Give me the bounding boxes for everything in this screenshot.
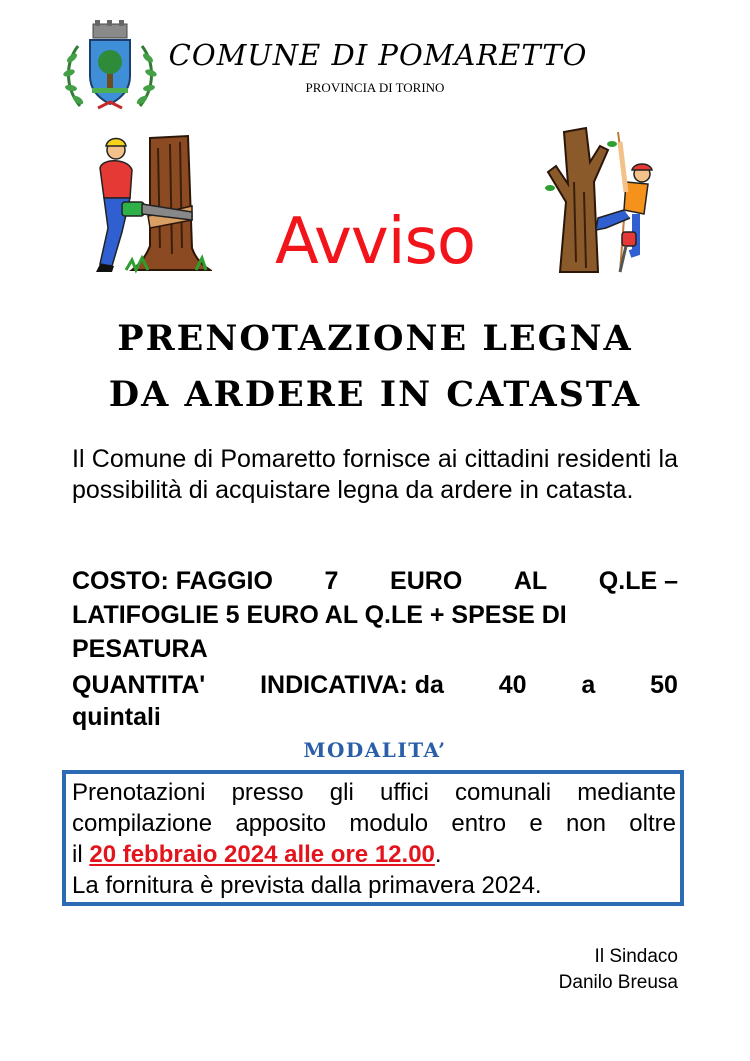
costo-word: Q.LE –	[598, 567, 678, 595]
modalita-line-1	[72, 777, 676, 808]
costo-line-3: PESATURA	[72, 635, 208, 663]
quantita-word: INDICATIVA: da	[260, 671, 444, 699]
quantita-word: a	[581, 671, 596, 699]
modalita-line-3-prefix: il	[72, 841, 90, 868]
lumberjack-chainsaw-icon	[92, 128, 212, 276]
signature-block	[450, 944, 678, 996]
modalita-line-1-text: Prenotazioni presso gli uffici comunali mediante	[72, 779, 676, 806]
municipal-crest-icon	[60, 18, 160, 118]
costo-line-1	[72, 566, 678, 597]
quantita-line-1	[72, 670, 678, 701]
intro-paragraph: Il Comune di Pomaretto fornisce ai cittadini residenti la possibilità di acquistare legna da ardere in catasta.	[72, 445, 678, 504]
provincia-name: PROVINCIA DI TORINO	[305, 80, 445, 95]
notice-title-line-2: DA ARDERE IN CATASTA	[108, 374, 642, 415]
quantita-line-2: quintali	[72, 703, 161, 731]
modalita-line-3-suffix: .	[434, 841, 442, 868]
modalita-heading: MODALITA’	[303, 738, 447, 762]
avviso-banner: Avviso	[274, 205, 476, 279]
costo-word: AL	[513, 567, 548, 595]
signature-role: Il Sindaco	[594, 946, 678, 967]
deadline-date: 20 febbraio 2024 alle ore 12.00	[89, 841, 435, 868]
modalita-line-3	[72, 839, 676, 870]
modalita-line-4: La fornitura è prevista dalla primavera 2024.	[72, 872, 542, 899]
quantita-word: 40	[498, 671, 527, 699]
costo-word: 7	[324, 567, 339, 595]
notice-title-line-1: PRENOTAZIONE LEGNA	[117, 318, 633, 359]
quantita-word: QUANTITA'	[72, 671, 206, 699]
tree-climber-icon	[540, 122, 658, 278]
costo-line-2: LATIFOGLIE 5 EURO AL Q.LE + SPESE DI	[72, 601, 567, 629]
costo-word: COSTO: FAGGIO	[72, 567, 273, 595]
modalita-text	[72, 777, 676, 901]
costo-word: EURO	[390, 567, 463, 595]
quantita-word: 50	[650, 671, 678, 699]
modalita-line-2-text: compilazione apposito modulo entro e non oltre	[72, 810, 676, 837]
comune-name: COMUNE DI POMARETTO	[168, 38, 588, 72]
signature-name: Danilo Breusa	[558, 972, 678, 993]
modalita-line-2	[72, 808, 676, 839]
